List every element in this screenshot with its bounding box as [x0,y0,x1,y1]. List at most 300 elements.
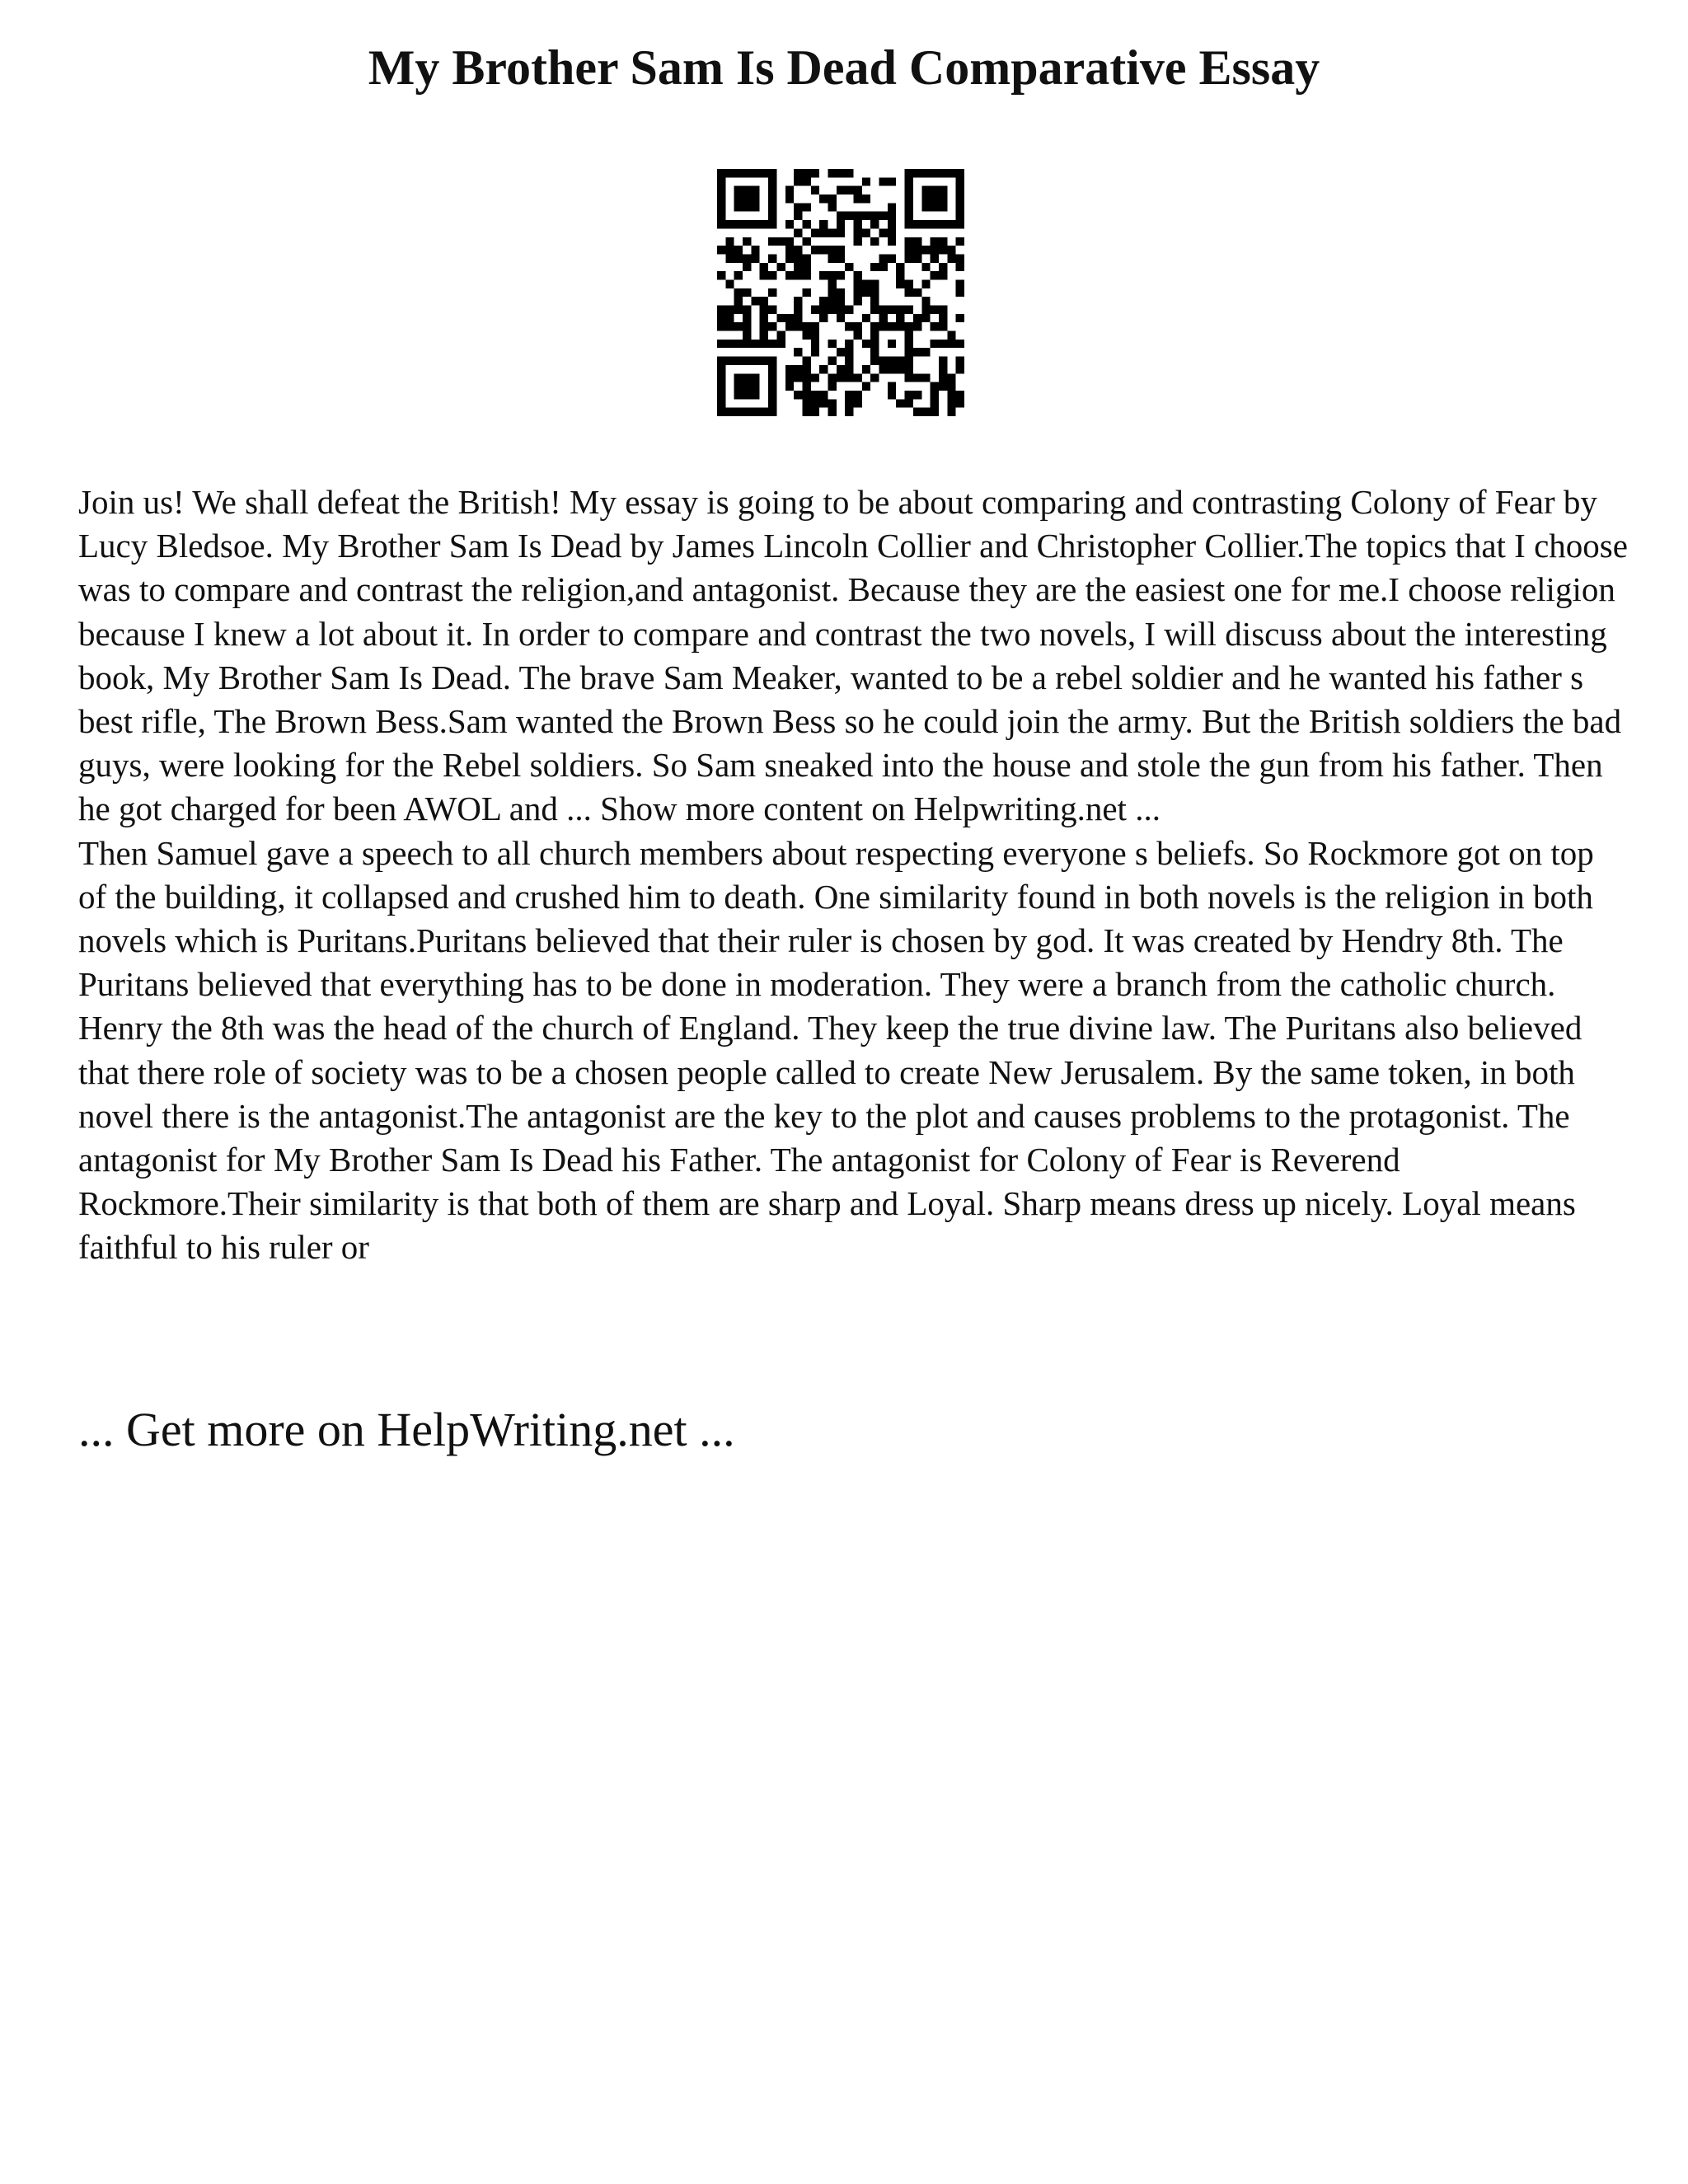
qr-module [862,228,870,237]
qr-module [947,340,955,348]
qr-module [819,246,828,254]
qr-module [828,203,836,211]
qr-module [768,357,776,365]
qr-module [931,322,939,330]
qr-module [870,288,879,297]
qr-module [828,246,836,254]
qr-module [811,186,819,194]
qr-module [905,306,913,314]
qr-module [828,169,836,177]
qr-module [802,169,810,177]
qr-module [751,194,759,203]
qr-module [717,212,725,220]
qr-module [837,246,845,254]
qr-module [743,382,751,391]
qr-module [725,314,734,322]
qr-module [743,194,751,203]
qr-module [921,220,930,228]
qr-module [768,391,776,399]
qr-module [751,357,759,365]
qr-module [734,194,743,203]
qr-module [751,246,759,254]
qr-module [725,169,734,177]
qr-module [811,348,819,356]
qr-module [931,340,939,348]
qr-module [768,306,776,314]
qr-module [905,254,913,262]
qr-module [717,306,725,314]
qr-module [785,314,794,322]
qr-module [854,391,862,399]
qr-module [905,357,913,365]
qr-module [717,340,725,348]
qr-module [913,169,921,177]
qr-module [794,228,802,237]
qr-module [931,271,939,279]
qr-module [802,365,810,373]
qr-module [931,169,939,177]
qr-module [837,212,845,220]
qr-module [862,194,870,203]
qr-module [743,408,751,416]
qr-module [905,331,913,340]
qr-module [794,271,802,279]
qr-module [921,186,930,194]
qr-module [896,365,904,373]
qr-module [837,271,845,279]
qr-module [921,373,930,382]
qr-module [802,237,810,246]
qr-module [939,357,947,365]
qr-module [734,382,743,391]
qr-module [785,382,794,391]
qr-module [802,373,810,382]
qr-module [862,382,870,391]
qr-module [743,186,751,194]
qr-module [785,254,794,262]
qr-module [939,271,947,279]
qr-module [862,314,870,322]
qr-module [939,220,947,228]
qr-module [794,203,802,211]
qr-module [837,220,845,228]
qr-module [879,365,888,373]
qr-module [717,194,725,203]
qr-module [811,408,819,416]
essay-paragraph-1: Join us! We shall defeat the British! My essay is going to be about comparing and contrasting Colony of Fear by Lucy Bledsoe. My Brother Sam Is Dead by James Lincoln Collier and Christopher Collier.The topics that I choose was to compare and contrast the religion,and antagonist. Because they are the easiest one for me.I choose religion because I knew a lot about it. In order to compare and contrast the two novels, I will discuss about the interesting book, My Brother Sam Is Dead. The brave Sam Meaker, wanted to be a rebel soldier and he wanted his father s best rifle, The Brown Bess.Sam wanted the Brown Bess so he could join the army. But the British soldiers the bad guys, were looking for the Rebel soldiers. So Sam sneaked into the house and stole the gun from his father. Then he got charged for been AWOL and ... Show more content on Helpwriting.net ... [78,483,1628,828]
qr-module [921,297,930,305]
qr-module [837,365,845,373]
qr-module [802,408,810,416]
qr-module [717,246,725,254]
qr-module [760,263,768,271]
qr-module [734,340,743,348]
qr-module [913,288,921,297]
qr-module [768,365,776,373]
qr-module [837,169,845,177]
qr-module [870,279,879,288]
qr-module [888,322,896,330]
qr-module [888,228,896,237]
qr-module [913,314,921,322]
qr-module [837,228,845,237]
qr-module [819,399,828,407]
qr-module [776,237,785,246]
qr-module [854,399,862,407]
qr-module [760,340,768,348]
qr-module [837,348,845,356]
qr-module [931,254,939,262]
qr-module [785,246,794,254]
qr-module [743,169,751,177]
qr-module [776,331,785,340]
qr-module [931,391,939,399]
qr-module [956,399,964,407]
qr-module [837,373,845,382]
qr-module [717,322,725,330]
qr-module [870,237,879,246]
qr-module [811,399,819,407]
qr-module [743,340,751,348]
qr-module [870,373,879,382]
qr-module [956,220,964,228]
qr-module [819,306,828,314]
qr-module [931,237,939,246]
qr-module [751,373,759,382]
qr-module [921,408,930,416]
qr-module [794,306,802,314]
qr-module [854,331,862,340]
qr-module [768,288,776,297]
qr-module [879,254,888,262]
qr-module [794,297,802,305]
qr-module [717,186,725,194]
qr-module [717,399,725,407]
qr-module [802,322,810,330]
qr-module [862,279,870,288]
qr-module [819,391,828,399]
qr-module [947,399,955,407]
qr-module [905,373,913,382]
qr-module [828,373,836,382]
qr-module [837,186,845,194]
qr-module [751,382,759,391]
qr-module [879,228,888,237]
qr-module [751,220,759,228]
qr-module [725,306,734,314]
qr-module [717,373,725,382]
qr-module [768,382,776,391]
qr-module [913,373,921,382]
qr-module [939,169,947,177]
qr-module [794,263,802,271]
qr-module [956,288,964,297]
qr-module [913,237,921,246]
qr-module [794,314,802,322]
qr-module [870,212,879,220]
qr-module [734,246,743,254]
qr-module [768,340,776,348]
qr-module [939,314,947,322]
qr-module [837,306,845,314]
qr-module [743,220,751,228]
qr-module [828,408,836,416]
qr-module [734,254,743,262]
qr-module [828,288,836,297]
qr-module [956,177,964,185]
qr-module [717,391,725,399]
qr-module [734,271,743,279]
qr-module [734,288,743,297]
qr-module [939,373,947,382]
qr-module [956,212,964,220]
qr-module [794,212,802,220]
qr-module [794,169,802,177]
qr-module [811,340,819,348]
qr-module [913,220,921,228]
qr-module [828,382,836,391]
qr-module [905,288,913,297]
qr-module [811,322,819,330]
qr-module [743,263,751,271]
qr-module [819,271,828,279]
qr-module [811,228,819,237]
qr-module [828,194,836,203]
qr-module [828,279,836,288]
qr-module [896,271,904,279]
qr-module [768,271,776,279]
qr-module [751,169,759,177]
qr-module [828,254,836,262]
qr-module [717,203,725,211]
qr-module [862,212,870,220]
qr-module [947,331,955,340]
qr-module [734,297,743,305]
qr-module [725,246,734,254]
qr-module [845,186,853,194]
page-title: My Brother Sam Is Dead Comparative Essay [368,40,1320,95]
qr-module [947,382,955,391]
qr-code-graphic [717,169,964,416]
qr-module [734,357,743,365]
qr-module [743,306,751,314]
qr-module [870,263,879,271]
qr-module [760,169,768,177]
qr-module [913,254,921,262]
qr-module [931,220,939,228]
qr-module [743,331,751,340]
qr-module [785,365,794,373]
qr-module [743,254,751,262]
qr-module [760,306,768,314]
qr-module [845,408,853,416]
qr-module [743,322,751,330]
qr-module [776,340,785,348]
qr-module [905,220,913,228]
qr-module [896,306,904,314]
qr-module [802,399,810,407]
qr-module [768,220,776,228]
qr-module [768,237,776,246]
qr-module [939,246,947,254]
qr-module [760,271,768,279]
qr-module [939,365,947,373]
qr-module [743,373,751,382]
qr-module [854,373,862,382]
qr-module [785,220,794,228]
qr-module [760,220,768,228]
qr-module [879,322,888,330]
qr-module [802,263,810,271]
qr-module [734,186,743,194]
qr-module [939,263,947,271]
qr-module [725,254,734,262]
qr-module [828,399,836,407]
qr-module [734,391,743,399]
qr-module [734,306,743,314]
qr-module [837,297,845,305]
qr-module [888,382,896,391]
qr-module [947,391,955,399]
qr-module [785,322,794,330]
qr-module [956,203,964,211]
qr-module [905,365,913,373]
get-more-link[interactable]: ... Get more on HelpWriting.net ... [78,1403,735,1456]
qr-module [743,314,751,322]
qr-module [939,382,947,391]
qr-module [956,237,964,246]
qr-module [845,348,853,356]
qr-module [819,297,828,305]
qr-module [939,203,947,211]
qr-module [905,212,913,220]
qr-module [768,212,776,220]
qr-module [794,177,802,185]
qr-module [751,340,759,348]
qr-module [845,212,853,220]
qr-module [768,169,776,177]
qr-module [776,263,785,271]
qr-module [819,220,828,228]
qr-module [947,408,955,416]
qr-module [921,306,930,314]
qr-module [768,254,776,262]
qr-module [931,399,939,407]
qr-module [845,373,853,382]
qr-module [905,399,913,407]
qr-module [725,237,734,246]
qr-module [905,340,913,348]
qr-module [896,263,904,271]
qr-module [794,365,802,373]
qr-module [862,177,870,185]
qr-module [931,186,939,194]
qr-module [956,263,964,271]
qr-module [956,279,964,288]
qr-module [870,306,879,314]
qr-module [888,212,896,220]
qr-module [802,391,810,399]
qr-module [854,271,862,279]
qr-module [905,194,913,203]
qr-module [828,271,836,279]
qr-module [760,357,768,365]
qr-module [802,271,810,279]
qr-module [845,357,853,365]
qr-module [734,203,743,211]
qr-module [845,306,853,314]
qr-module [896,357,904,365]
qr-module [734,220,743,228]
qr-module [905,203,913,211]
essay-paragraph-2: Then Samuel gave a speech to all church members about respecting everyone s beliefs. So Rockmore got on top of the building, it collapsed and crushed him to death. One similarity found in both novels is the religion in both novels which is Puritans.Puritans believed that their ruler is chosen by god. It was created by Hendry 8th. The Puritans believed that everything has to be done in moderation. They were a branch from the catholic church. Henry the 8th was the head of the church of England. They keep the true divine law. The Puritans also believed that there role of society was to be a chosen people called to create New Jerusalem. By the same token, in both novel there is the antagonist.The antagonist are the key to the plot and causes problems to the protagonist. The antagonist for My Brother Sam Is Dead his Father. The antagonist for Colony of Fear is Reverend Rockmore.Their similarity is that both of them are sharp and Loyal. Sharp means dress up nicely. Loyal means faithful to his ruler or [78,833,1594,1267]
qr-module [913,408,921,416]
qr-module [845,391,853,399]
qr-module [811,373,819,382]
qr-module [768,186,776,194]
qr-module [802,254,810,262]
qr-module [717,169,725,177]
qr-module [760,408,768,416]
qr-module [879,263,888,271]
qr-module [845,365,853,373]
qr-module [854,288,862,297]
qr-module [854,186,862,194]
qr-module [939,186,947,194]
qr-module [939,237,947,246]
qr-module [717,382,725,391]
qr-module [888,254,896,262]
qr-module [921,203,930,211]
qr-module [854,220,862,228]
qr-module [905,391,913,399]
qr-module [828,228,836,237]
qr-module [931,246,939,254]
qr-module [921,279,930,288]
qr-module [760,331,768,340]
qr-module [760,314,768,322]
qr-module [845,399,853,407]
qr-module [921,246,930,254]
qr-module [905,169,913,177]
qr-module [768,322,776,330]
qr-module [913,391,921,399]
qr-module [802,203,810,211]
qr-module [956,254,964,262]
qr-module [870,340,879,348]
qr-module [947,169,955,177]
qr-module [751,186,759,194]
qr-module [785,237,794,246]
qr-module [862,288,870,297]
qr-module [811,169,819,177]
qr-module [921,314,930,322]
qr-module [854,212,862,220]
qr-module [828,306,836,314]
qr-module [828,357,836,365]
qr-module [939,340,947,348]
qr-module [947,246,955,254]
qr-module [734,169,743,177]
qr-module [725,322,734,330]
qr-module [913,348,921,356]
qr-module [768,194,776,203]
qr-module [888,220,896,228]
qr-module [854,322,862,330]
qr-module [888,357,896,365]
qr-module [725,279,734,288]
qr-module [956,186,964,194]
